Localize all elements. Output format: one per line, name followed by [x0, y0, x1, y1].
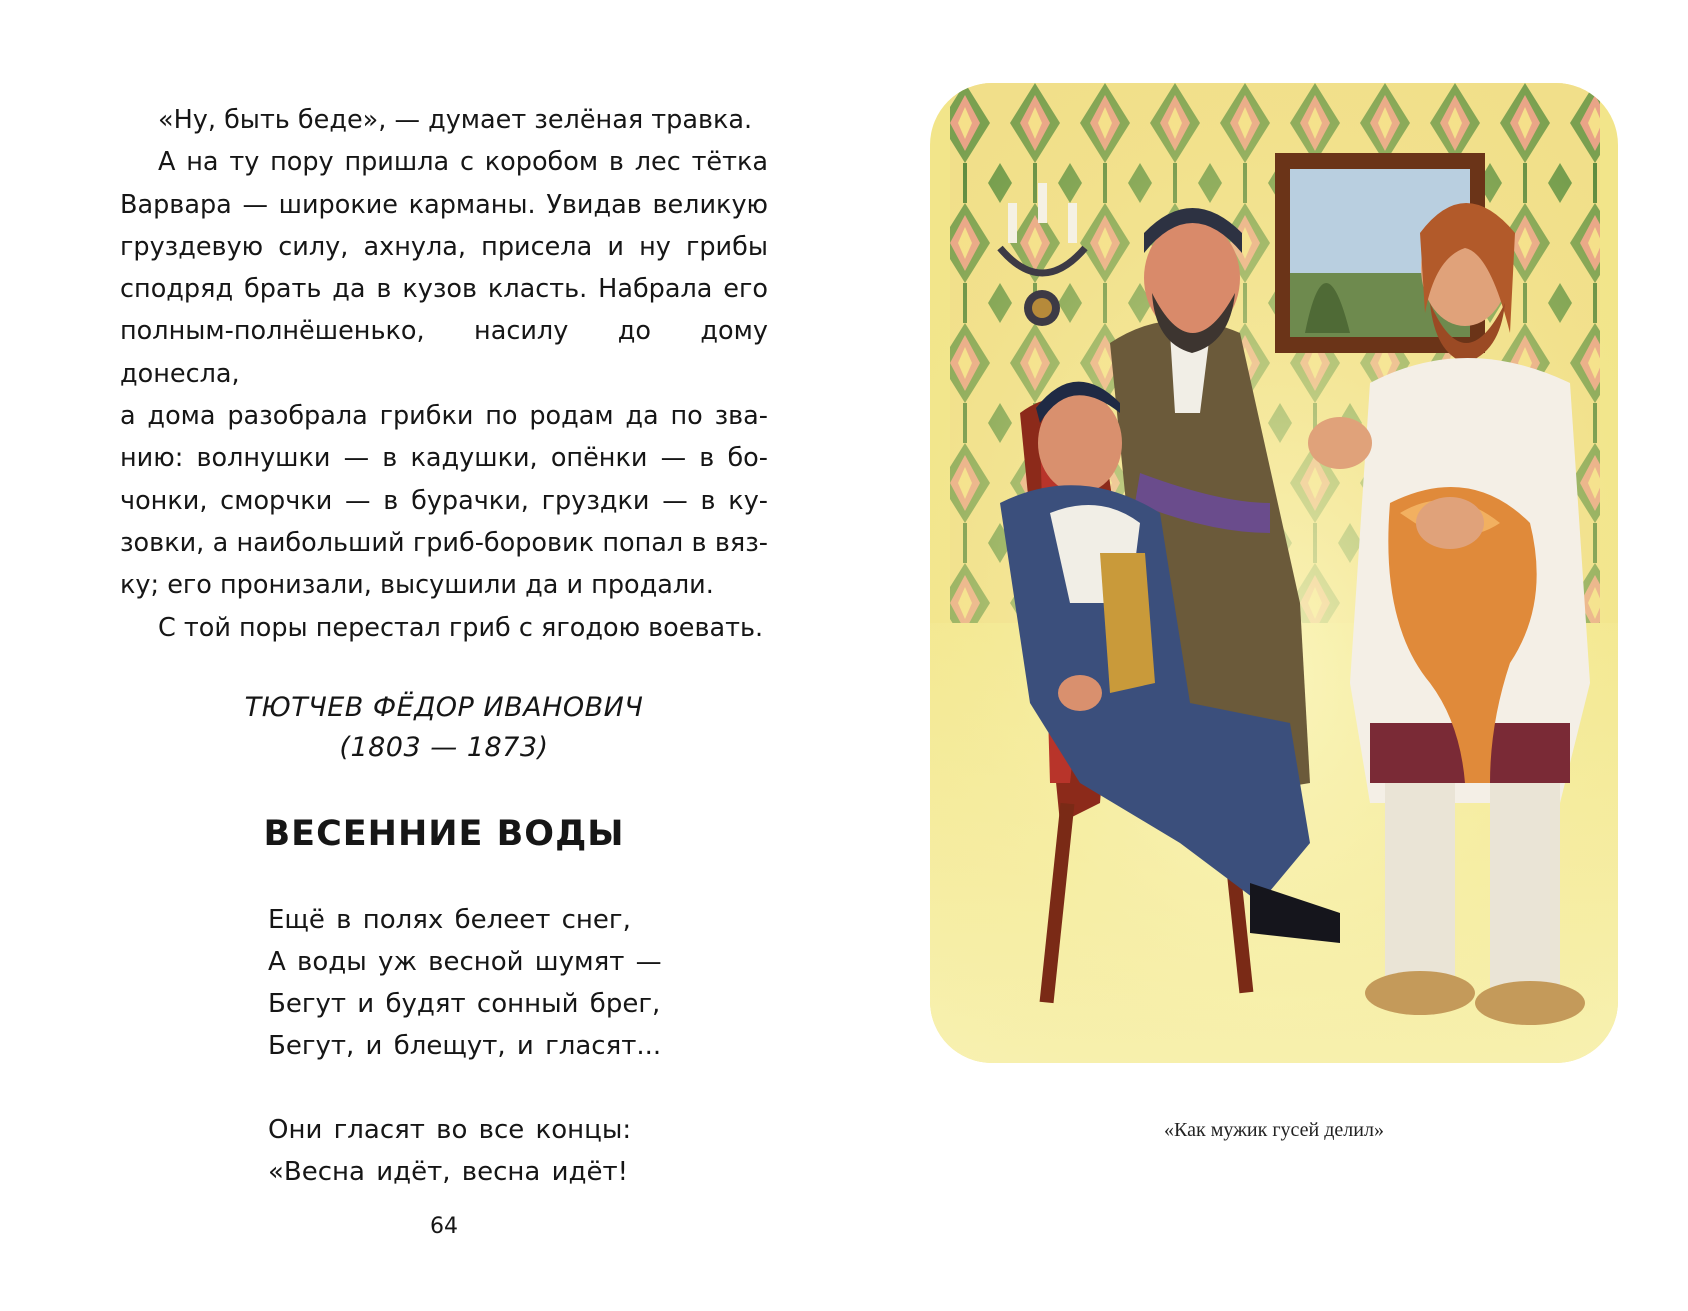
prose-line: чонки, сморчки — в бурачки, груздки — в ку- [120, 485, 768, 516]
prose-line: нию: волнушки — в кадушки, опёнки — в бо- [120, 443, 768, 474]
author-name: ТЮТЧЕВ ФЁДОР ИВАНОВИЧ [244, 692, 644, 723]
poem-body [268, 899, 662, 1235]
prose-paragraph [120, 607, 768, 649]
poem-line: Бегут, и блещут, и гласят... [268, 1031, 662, 1061]
prose-line: сподряд брать да в кузов класть. Набрала его [120, 274, 768, 305]
prose-line: а дома разобрала грибки по родам да по зва- [120, 401, 768, 432]
prose-line: ку; его пронизали, высушили да и продали. [120, 570, 714, 601]
illustration [930, 83, 1618, 1063]
prose-text [120, 99, 768, 649]
author-years: (1803 — 1873) [339, 732, 549, 763]
poem-line: А воды уж весной шумят — [268, 947, 662, 977]
poem-stanza [268, 1109, 662, 1193]
poem-line: Они гласят во все концы: [268, 1115, 632, 1145]
poem-line: Бегут и будят сонный брег, [268, 989, 661, 1019]
prose-line: груздевую силу, ахнула, присела и ну грибы [120, 231, 768, 262]
prose-paragraph [120, 99, 768, 141]
poem-title: ВЕСЕННИЕ ВОДЫ [263, 814, 625, 854]
illustration-caption: «Как мужик гусей делил» [1164, 1119, 1384, 1141]
prose-paragraph [120, 141, 768, 606]
author-heading [120, 688, 768, 768]
page-number: 64 [430, 1214, 458, 1239]
poem-stanza [268, 899, 662, 1067]
prose-line: Варвара — широкие карманы. Увидав великую [120, 189, 768, 220]
poem-line: Ещё в полях белеет снег, [268, 905, 631, 935]
prose-line: полным-полнёшенько, насилу до дому донесла, [120, 316, 768, 389]
poem-line: «Весна идёт, весна идёт! [268, 1157, 629, 1187]
prose-line: С той поры перестал гриб с ягодою воевать. [158, 612, 764, 643]
prose-line: зовки, а наибольший гриб-боровик попал в вяз- [120, 527, 768, 558]
prose-line: «Ну, быть беде», — думает зелёная травка. [158, 105, 753, 135]
prose-line: А на ту пору пришла с коробом в лес тётка [158, 147, 768, 178]
